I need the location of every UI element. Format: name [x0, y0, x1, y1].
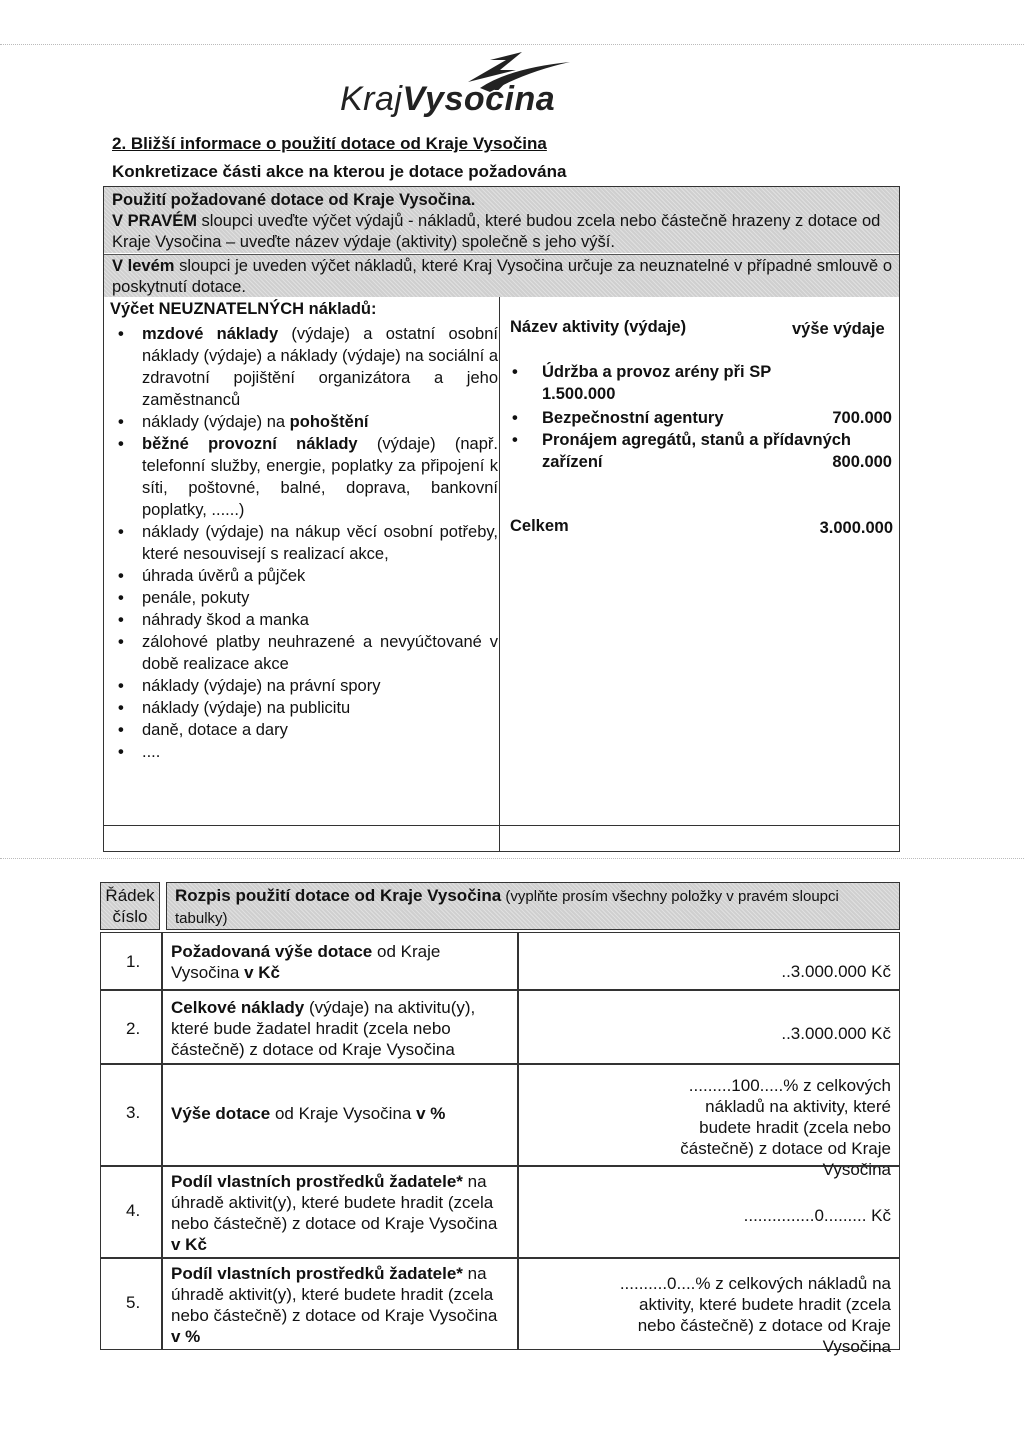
list-item: • zálohové platby neuhrazené a nevyúčtované v době realizace akce: [110, 631, 498, 675]
table-row: 3.: [100, 1064, 162, 1166]
list-item: • náklady (výdaje) na nákup věcí osobní potřeby, které nesouvisejí s realizací akce,: [110, 521, 498, 565]
list-item: • penále, pokuty: [110, 587, 498, 609]
noneligible-header: Výčet NEUZNATELNÝCH nákladů:: [110, 300, 377, 318]
scan-rule-top: [0, 44, 1024, 45]
row-label: Celkové náklady (výdaje) na aktivitu(y), které bude žadatel hradit (zcela nebo částečně) z dotace od Kraje Vysočina: [162, 990, 518, 1064]
row-label: Podíl vlastních prostředků žadatele* na úhradě aktivit(y), které budete hradit (zcela nebo částečně) z dotace od Kraje Vysočina v %: [162, 1258, 518, 1350]
noneligible-cost-list: [110, 323, 498, 763]
row-value: ..........0....% z celkových nákladů na aktivity, které budete hradit (zcela nebo částečně) z dotace od Kraje Vysočina: [518, 1258, 900, 1350]
row-value: ..3.000.000 Kč: [518, 932, 900, 990]
activity-list: [512, 361, 892, 473]
instruction-header: [104, 187, 899, 253]
total-label: Celkem: [510, 517, 569, 535]
list-item: • ....: [110, 741, 498, 763]
list-item: • běžné provozní náklady (výdaje) (např. telefonní služby, energie, poplatky za připojení k síti, poštovné, balné, doprava, bankovní poplatky, ......): [110, 433, 498, 521]
breakdown-header: Rozpis použití dotace od Kraje Vysočina (vyplňte prosím všechny položky v pravém sloupci tabulky): [166, 882, 900, 930]
instruction-right: V PRAVÉM sloupci uveďte výčet výdajů - nákladů, které budou zcela nebo částečně hrazeny z dotace od Kraje Vysočina – uveďte název výdaje (aktivity) společně s jeho výší.: [112, 212, 881, 251]
section-subtitle: Konkretizace části akce na kterou je dotace požadována: [112, 162, 567, 181]
instruction-left: V levém sloupci je uveden výčet nákladů, které Kraj Vysočina určuje za neuznatelné v případné smlouvě o poskytnutí dotace.: [112, 257, 892, 296]
table-row: 5.: [100, 1258, 162, 1350]
row-value: .........100.....% z celkových nákladů na aktivity, které budete hradit (zcela nebo částečně) z dotace od Kraje Vysočina: [518, 1064, 900, 1166]
logo-wordmark: KrajVysočina: [340, 80, 556, 118]
list-item: • Pronájem agregátů, stanů a přídavných zařízení 800.000: [512, 429, 892, 473]
usage-header-title: Použití požadované dotace od Kraje Vysočina.: [112, 191, 476, 209]
row-value: ...............0......... Kč: [518, 1166, 900, 1258]
breakdown-table: [100, 882, 900, 1356]
list-item: • daně, dotace a dary: [110, 719, 498, 741]
instruction-left-box: [104, 254, 899, 297]
list-item: • náklady (výdaje) na publicitu: [110, 697, 498, 719]
total-amount: 3.000.000: [819, 519, 893, 537]
table-row: 2.: [100, 990, 162, 1064]
row-label: Podíl vlastních prostředků žadatele* na úhradě aktivit(y), které budete hradit (zcela nebo částečně) z dotace od Kraje Vysočina v Kč: [162, 1166, 518, 1258]
list-item: • náklady (výdaje) na pohoštění: [110, 411, 498, 433]
list-item: • náklady (výdaje) na právní spory: [110, 675, 498, 697]
section-title: 2. Bližší informace o použití dotace od Kraje Vysočina: [112, 134, 547, 153]
list-item: • Údržba a provoz arény při SP 1.500.000: [512, 361, 892, 405]
list-item: • mzdové náklady (výdaje) a ostatní osobní náklady (výdaje) a náklady (výdaje) na sociální a zdravotní pojištění organizátora a jeho zaměstnanců: [110, 323, 498, 411]
row-value: ..3.000.000 Kč: [518, 990, 900, 1064]
usage-table: [103, 186, 900, 852]
table-bottom-rule: [104, 825, 899, 826]
list-item: • náhrady škod a manka: [110, 609, 498, 631]
list-item: • Bezpečnostní agentury 700.000: [512, 407, 892, 429]
table-row: 4.: [100, 1166, 162, 1258]
row-number-header: Řádek číslo: [100, 882, 160, 930]
column-divider: [499, 297, 500, 851]
row-label: Požadovaná výše dotace od Kraje Vysočina v Kč: [162, 932, 518, 990]
activity-amount-header: výše výdaje: [792, 320, 885, 338]
table-row: 1.: [100, 932, 162, 990]
scan-rule-mid: [0, 858, 1024, 859]
row-label: Výše dotace od Kraje Vysočina v %: [162, 1064, 518, 1166]
list-item: • úhrada úvěrů a půjček: [110, 565, 498, 587]
activity-name-header: Název aktivity (výdaje): [510, 318, 687, 336]
